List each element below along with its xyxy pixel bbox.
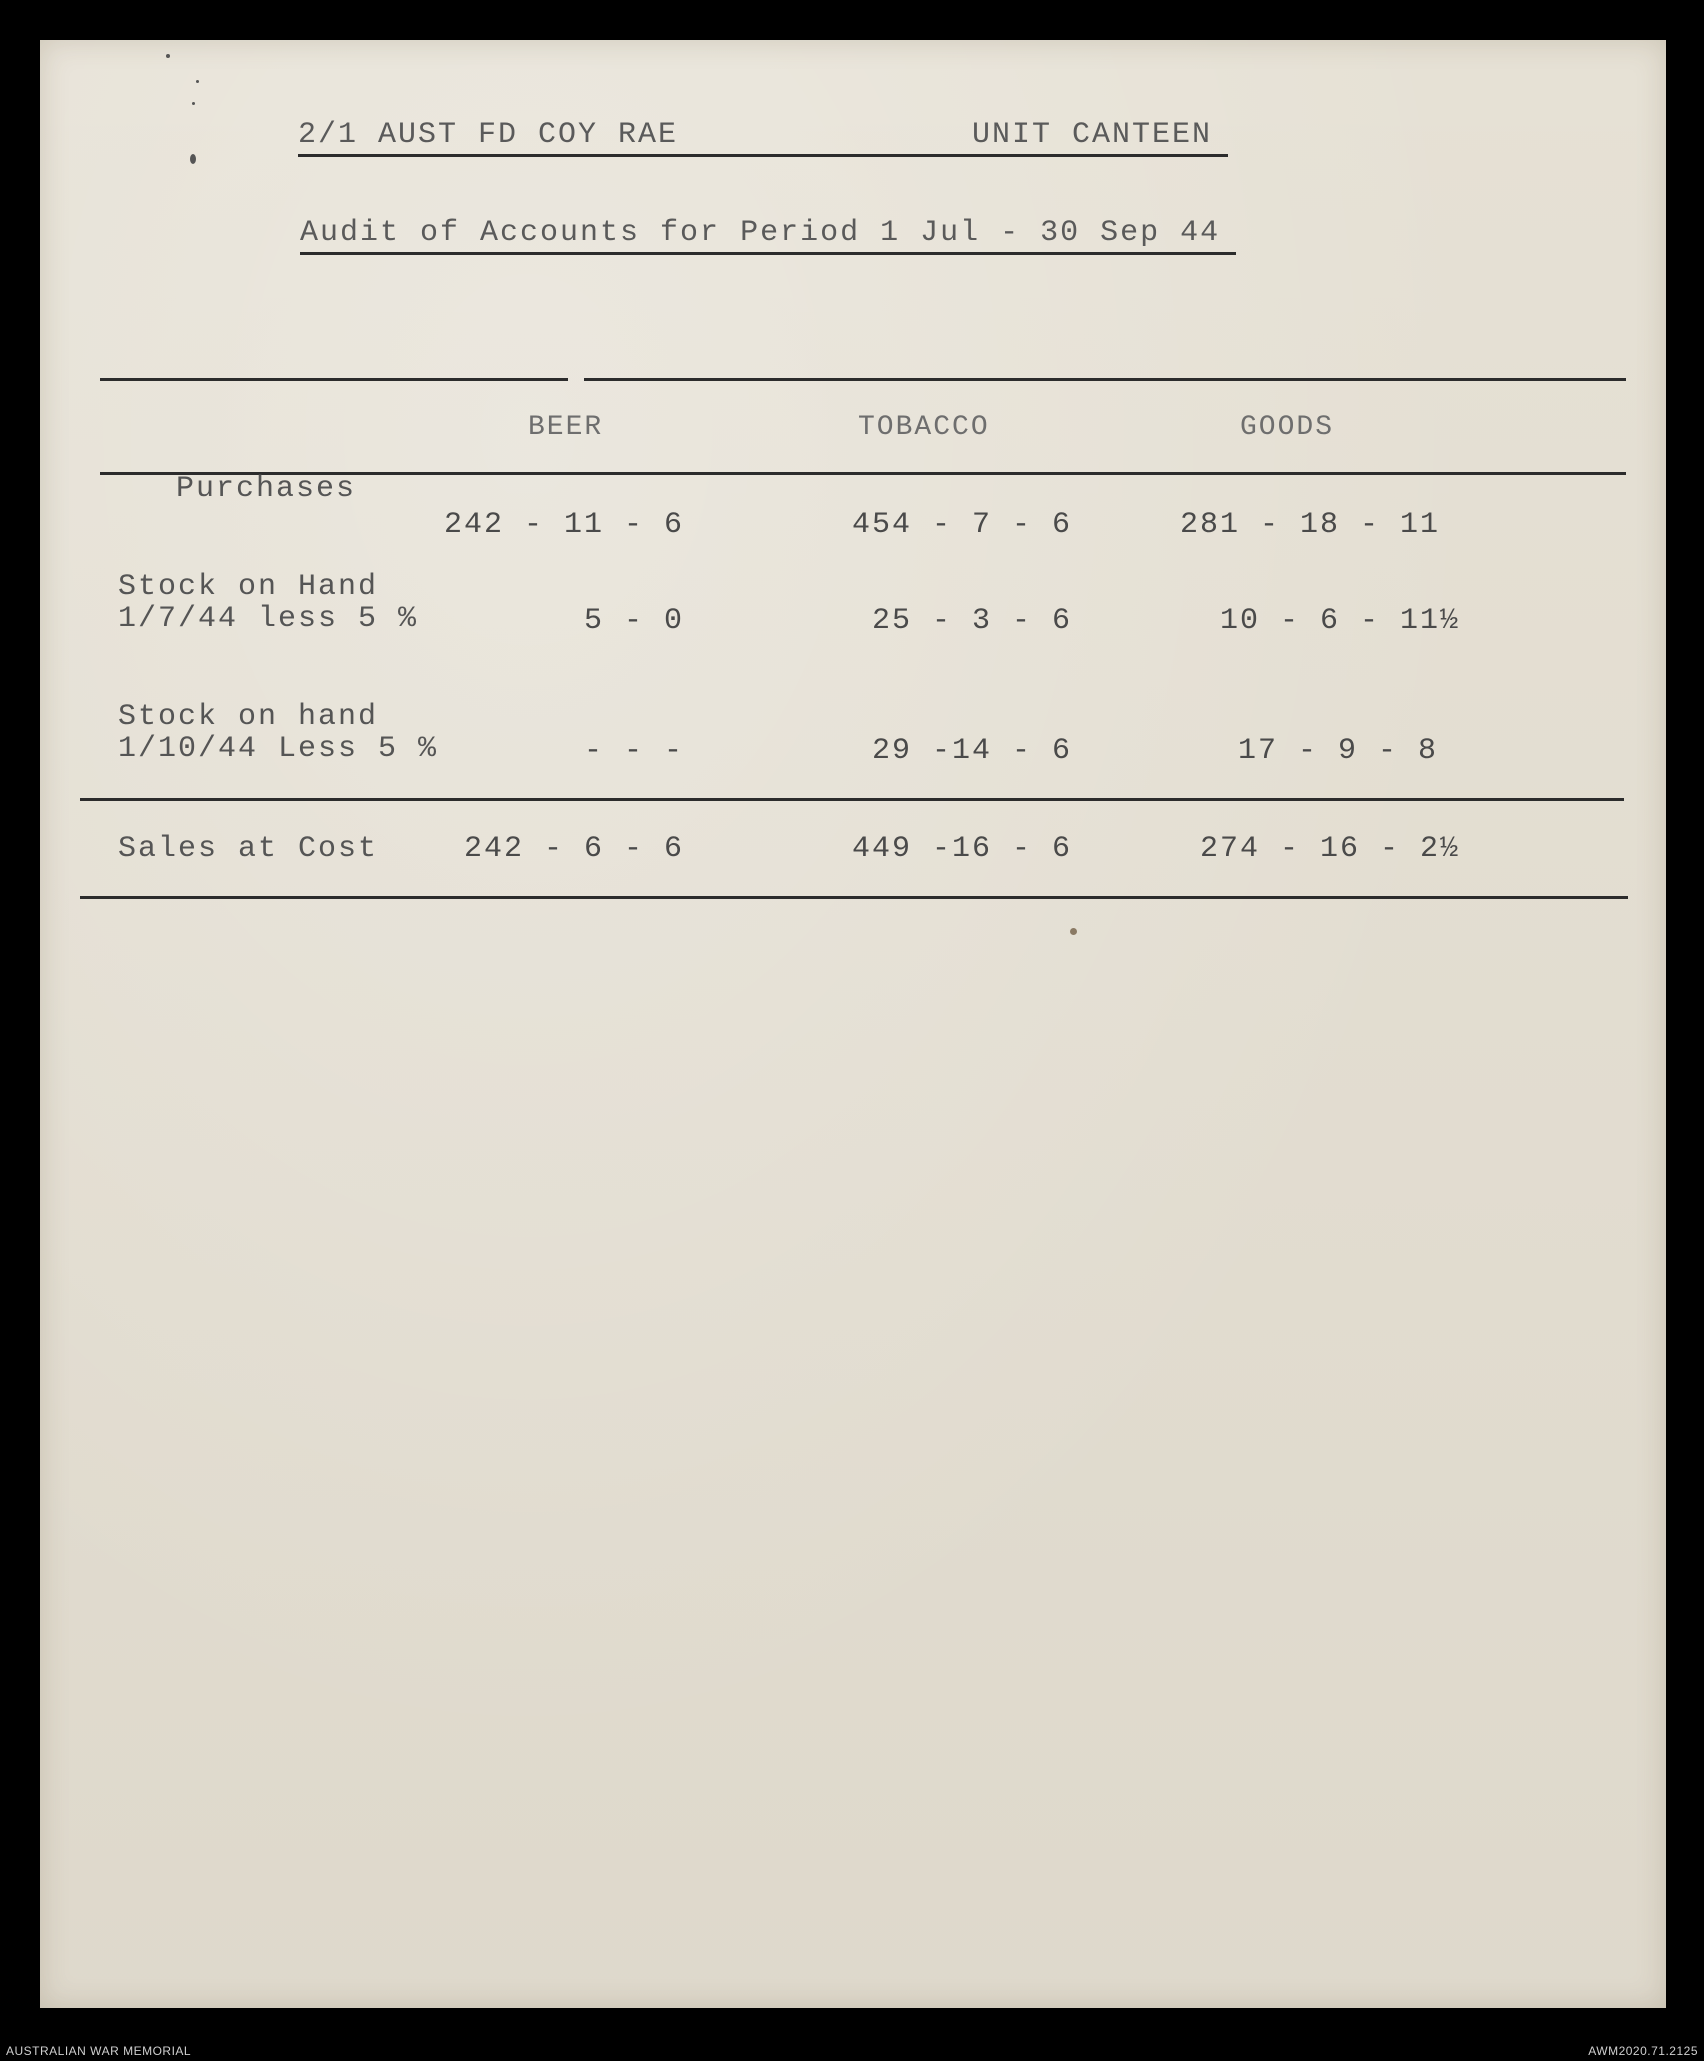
canteen-title: UNIT CANTEEN — [972, 118, 1213, 152]
header-underline — [298, 154, 1228, 157]
cell-beer-stock-1-10-44: - - - — [583, 734, 684, 768]
document-page — [40, 40, 1666, 2008]
subtitle-underline — [300, 252, 1236, 255]
row-label-sales-at-cost: Sales at Cost — [118, 832, 379, 866]
cell-tobacco-stock-1-10-44: 29 -14 - 6 — [871, 734, 1072, 768]
footer-institution: AUSTRALIAN WAR MEMORIAL — [6, 2044, 192, 2058]
cell-tobacco-stock-1-7-44: 25 - 3 - 6 — [871, 604, 1072, 638]
totals-top-rule — [80, 798, 1624, 801]
row-label-stock-1-10-44-line2: 1/10/44 Less 5 % — [118, 732, 439, 766]
column-header-goods: GOODS — [1240, 412, 1335, 443]
cell-beer-stock-1-7-44: 5 - 0 — [583, 604, 684, 638]
row-label-purchases: Purchases — [176, 472, 357, 506]
ink-speck — [190, 154, 196, 164]
cell-goods-sales-at-cost: 274 - 16 - 2½ — [1199, 832, 1460, 866]
cell-goods-stock-1-7-44: 10 - 6 - 11½ — [1219, 604, 1460, 638]
cell-goods-purchases: 281 - 18 - 11 — [1180, 508, 1441, 542]
row-label-stock-1-10-44-line1: Stock on hand — [118, 700, 379, 734]
cell-goods-stock-1-10-44: 17 - 9 - 8 — [1237, 734, 1438, 768]
cell-beer-sales-at-cost: 242 - 6 - 6 — [463, 832, 684, 866]
ink-speck — [192, 102, 195, 105]
row-label-stock-1-7-44-line2: 1/7/44 less 5 % — [118, 602, 419, 636]
row-label-stock-1-7-44-line1: Stock on Hand — [118, 570, 379, 604]
ink-speck — [166, 54, 170, 58]
footer-accession-number: AWM2020.71.2125 — [1588, 2044, 1698, 2058]
table-top-rule-left — [100, 378, 568, 381]
audit-subtitle: Audit of Accounts for Period 1 Jul - 30 Sep 44 — [300, 216, 1221, 250]
cell-tobacco-sales-at-cost: 449 -16 - 6 — [851, 832, 1072, 866]
totals-bottom-rule — [80, 896, 1628, 899]
ink-speck — [1070, 928, 1077, 935]
unit-name: 2/1 AUST FD COY RAE — [298, 118, 679, 152]
ink-speck — [196, 80, 199, 83]
column-header-beer: BEER — [528, 412, 604, 443]
column-header-tobacco: TOBACCO — [858, 412, 990, 443]
cell-tobacco-purchases: 454 - 7 - 6 — [851, 508, 1072, 542]
table-top-rule-right — [584, 378, 1626, 381]
cell-beer-purchases: 242 - 11 - 6 — [443, 508, 684, 542]
